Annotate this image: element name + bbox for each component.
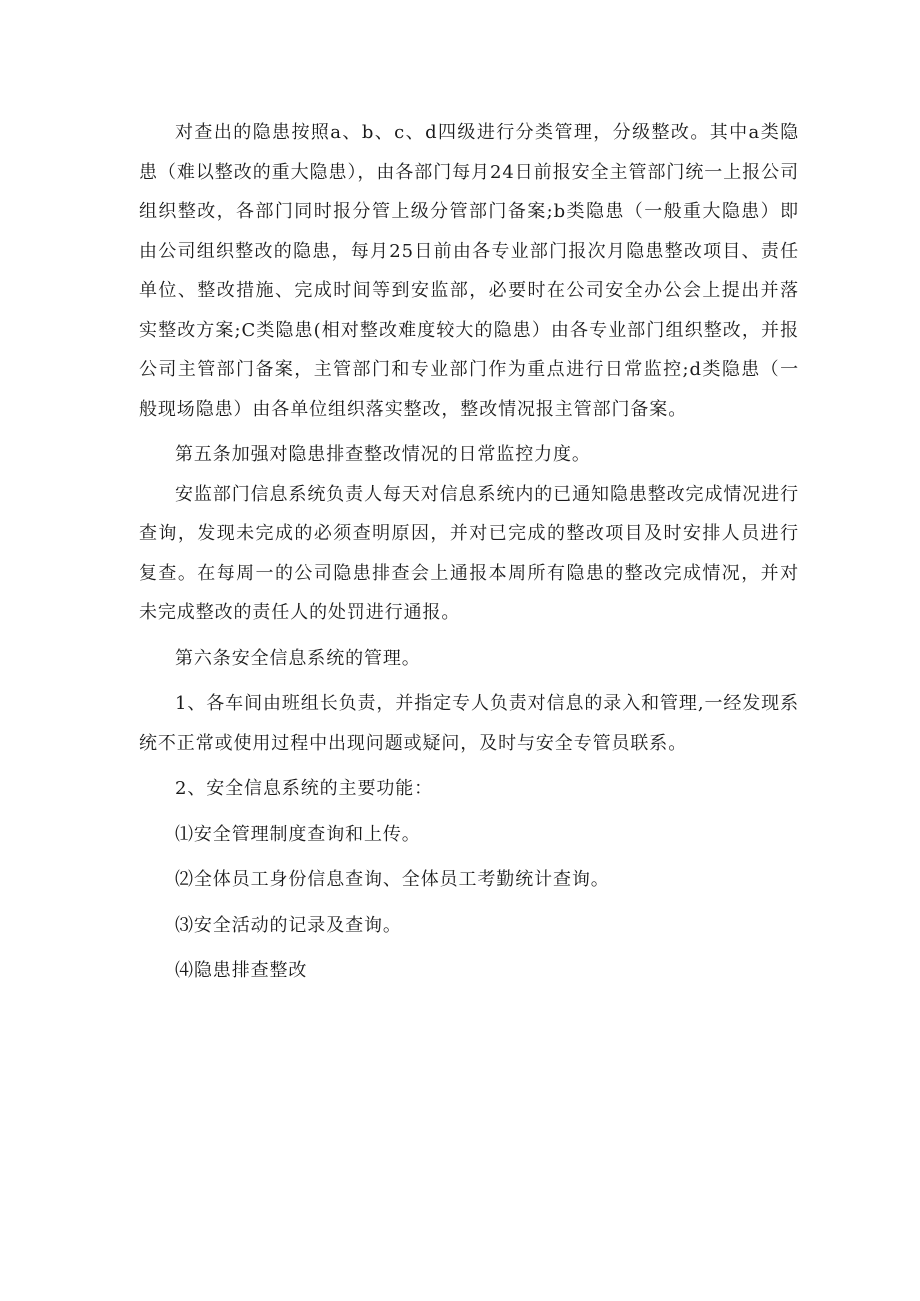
list-item-workshop-responsibility: 1、各车间由班组长负责，并指定专人负责对信息的录入和管理,一经发现系统不正常或使用过程中出现问题或疑问，及时与安全专管员联系。 [139, 693, 799, 754]
sub-item-hazard-rectification: ⑷隐患排查整改 [175, 960, 308, 981]
article-five-heading: 第五条加强对隐患排查整改情况的日常监控力度。 [175, 444, 591, 465]
sub-item-staff-query: ⑵全体员工身份信息查询、全体员工考勤统计查询。 [175, 869, 610, 890]
document-body [139, 113, 799, 991]
sub-item-regulation-query: ⑴安全管理制度查询和上传。 [175, 823, 421, 845]
paragraph-hazard-classification: 对查出的隐患按照a、b、c、d四级进行分类管理，分级整改。其中a类隐患（难以整改的重大隐患），由各部门每月24日前报安全主管部门统一上报公司组织整改，各部门同时报分管上级分管部门备案;b类隐患（一般重大隐患）即由公司组织整改的隐患，每月25日前由各专业部门报次月隐患整改项目、责任单位、整改措施、完成时间等到安监部，必要时在公司安全办公会上提出并落实整改方案;C类隐患(相对整改难度较大的隐患）由各专业部门组织整改，并报公司主管部门备案，主管部门和专业部门作为重点进行日常监控;d类隐患（一般现场隐患）由各单位组织落实整改，整改情况报主管部门备案。 [139, 122, 799, 420]
article-six-heading: 第六条安全信息系统的管理。 [175, 647, 421, 669]
paragraph-daily-monitoring: 安监部门信息系统负责人每天对信息系统内的已通知隐患整改完成情况进行查询，发现未完成的必须查明原因，并对已完成的整改项目及时安排人员进行复查。在每周一的公司隐患排查会上通报本周所有隐患的整改完成情况，并对未完成整改的责任人的处罚进行通报。 [139, 483, 799, 623]
sub-item-activity-records: ⑶安全活动的记录及查询。 [175, 914, 402, 936]
list-item-system-functions: 2、安全信息系统的主要功能： [175, 778, 434, 799]
